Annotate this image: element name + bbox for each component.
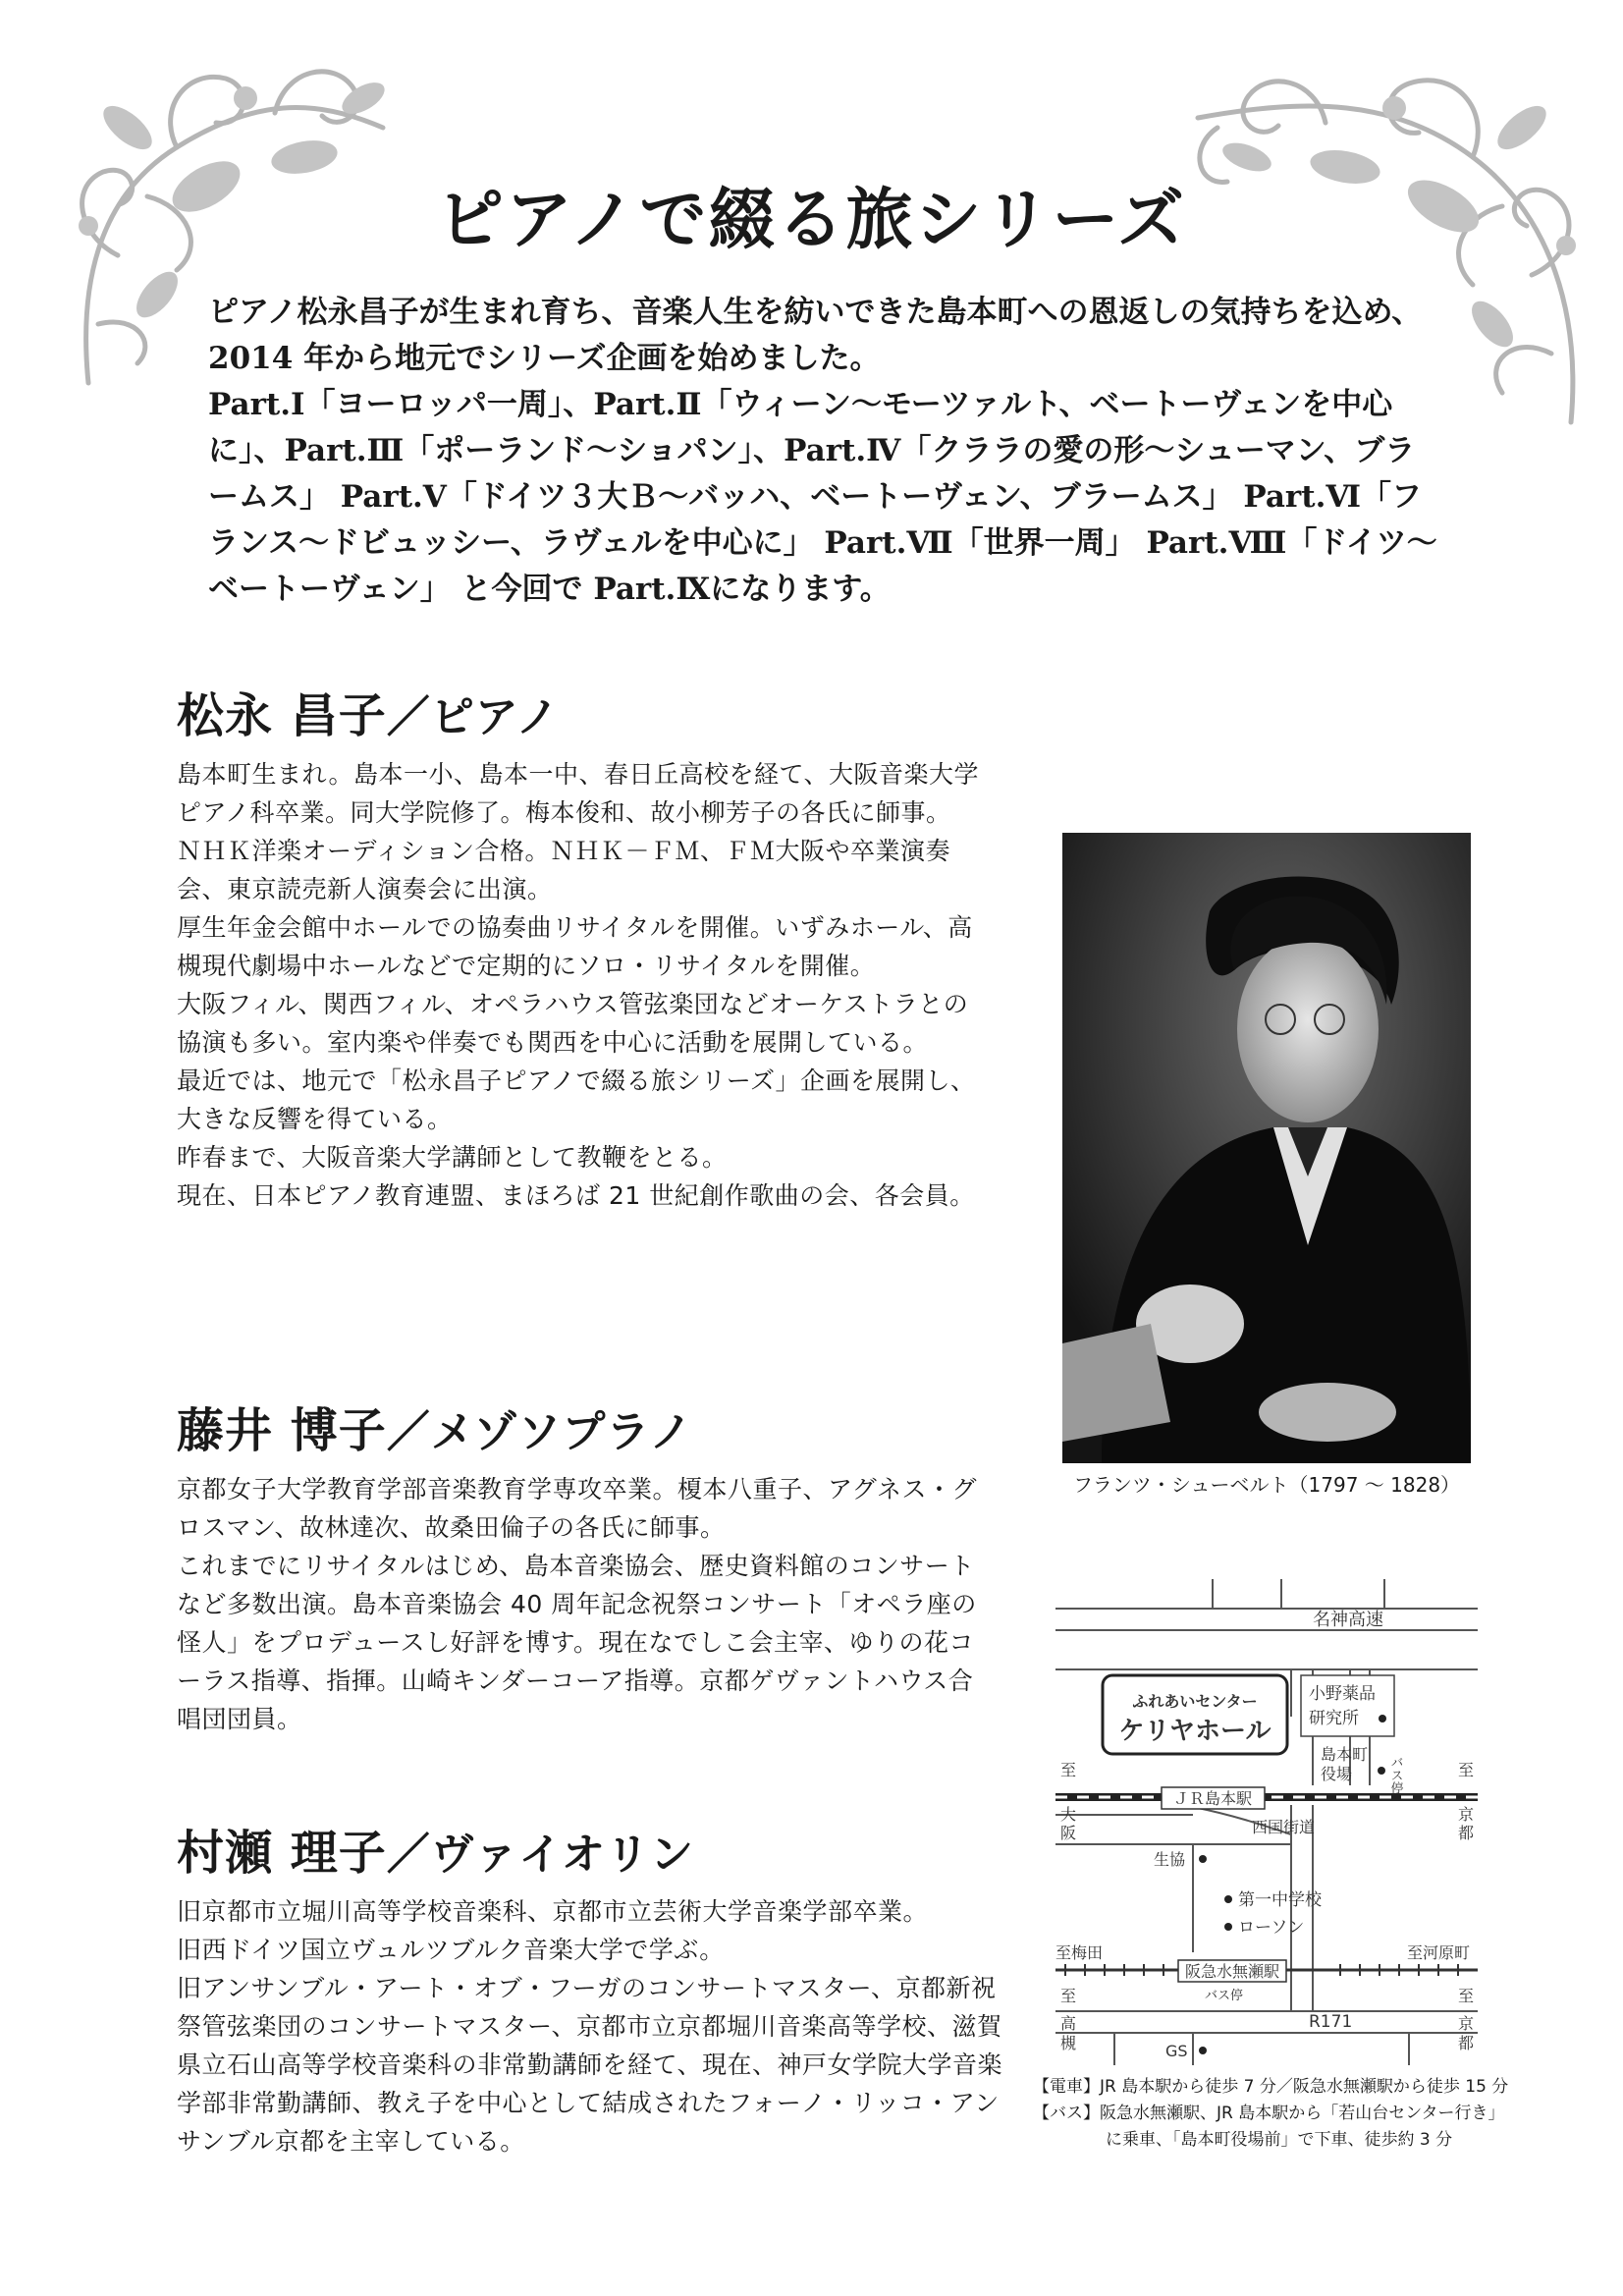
performer-fujii xyxy=(177,1393,992,1738)
map-label-to-osaka-2: 大 xyxy=(1060,1805,1077,1824)
map-label-jr-station: ＪＲ島本駅 xyxy=(1172,1789,1253,1808)
bio-line: 昨春まで、大阪音楽大学講師として教鞭をとる。 xyxy=(177,1143,728,1172)
map-label-to-osaka-3: 阪 xyxy=(1060,1824,1077,1842)
performer-matsunaga xyxy=(177,678,992,1215)
map-label-r171: R171 xyxy=(1309,2012,1353,2032)
bio-line: 京都女子大学教育学部音楽教育学専攻卒業。榎本八重子、アグネス・グロスマン、故林達次、故桑田倫子の各氏に師事。 xyxy=(177,1475,978,1542)
map-label-to-takatsuki-3: 槻 xyxy=(1060,2034,1077,2052)
access-map xyxy=(1055,1579,1478,2065)
map-label-to-kyoto-b-1: 至 xyxy=(1458,1987,1475,2005)
map-label-to-kyoto-2: 京 xyxy=(1458,1805,1475,1824)
map-label-to-takatsuki-2: 高 xyxy=(1060,2014,1077,2033)
access-bus-text: 阪急水無瀬駅、JR 島本駅から「若山台センター行き」 xyxy=(1100,2104,1505,2123)
map-label-saigoku: 西国街道 xyxy=(1252,1818,1316,1836)
intro-paragraph: ピアノ松永昌子が生まれ育ち、音楽人生を紡いできた島本町への恩返しの気持ちを込め、2014 年から地元でシリーズ企画を始めました。 xyxy=(208,295,1423,376)
performer-heading xyxy=(177,1393,992,1460)
map-label-to-umeda: 至梅田 xyxy=(1055,1943,1104,1962)
bio-line: 島本町生まれ。島本一小、島本一中、春日丘高校を経て、大阪音楽大学ピアノ科卒業。同大学院修了。梅本俊和、故小柳芳子の各氏に師事。 xyxy=(177,760,980,827)
map-label-to-kyoto-1: 至 xyxy=(1458,1761,1475,1779)
map-label-to-osaka-1: 至 xyxy=(1060,1761,1077,1779)
map-label-townhall-1: 島本町 xyxy=(1321,1745,1369,1764)
map-label-ono-2: 研究所 xyxy=(1309,1709,1359,1728)
performer-bio xyxy=(177,1470,992,1738)
performer-instrument: ／ピアノ xyxy=(386,692,561,742)
map-label-bus-stop-2: バス停 xyxy=(1205,1989,1244,2003)
performer-heading xyxy=(177,678,992,745)
portrait-caption: フランツ・シューベルト（1797 ～ 1828） xyxy=(1072,1473,1461,1497)
map-label-hall-name: ケリヤホール xyxy=(1118,1717,1271,1746)
access-info xyxy=(1033,2074,1524,2154)
performer-instrument: ／ヴァイオリン xyxy=(386,1830,694,1880)
access-bus xyxy=(1033,2101,1524,2127)
map-label-ono-1: 小野薬品 xyxy=(1309,1684,1376,1704)
map-label-hall-sub: ふれあいセンター xyxy=(1132,1692,1258,1711)
performer-murase xyxy=(177,1815,1011,2160)
map-label-highway: 名神高速 xyxy=(1313,1610,1383,1630)
bio-line: これまでにリサイタルはじめ、島本音楽協会、歴史資料館のコンサートなど多数出演。島本音楽協会 40 周年記念祝祭コンサート「オペラ座の怪人」をプロデュースし好評を博す。現在なでしこ会主宰、ゆりの花コーラス指導、指揮。山崎キンダーコーア指導。京都ゲヴァントハウス合唱団団員。 xyxy=(177,1552,977,1733)
access-bus-continued: に乗車、「島本町役場前」で下車、徒歩約 3 分 xyxy=(1106,2130,1453,2150)
bio-line: 旧西ドイツ国立ヴュルツブルク音楽大学で学ぶ。 xyxy=(177,1936,725,1964)
map-label-to-kyoto-3: 都 xyxy=(1458,1824,1475,1842)
page-title: ピアノで綴る旅シリーズ xyxy=(436,181,1187,259)
performer-bio xyxy=(177,755,992,1215)
access-train xyxy=(1033,2074,1524,2101)
map-label-to-kyoto-b-2: 京 xyxy=(1458,2014,1475,2033)
bio-line: 最近では、地元で「松永昌子ピアノで綴る旅シリーズ」企画を展開し、大きな反響を得ている。 xyxy=(177,1066,976,1133)
access-train-label: 【電車】 xyxy=(1033,2077,1100,2097)
map-label-townhall-2: 役場 xyxy=(1321,1765,1353,1783)
performer-bio xyxy=(177,1892,1011,2160)
map-label-to-takatsuki-1: 至 xyxy=(1060,1987,1077,2005)
bio-line: 旧京都市立堀川高等学校音楽科、京都市立芸術大学音楽学部卒業。 xyxy=(177,1897,929,1926)
performer-name: 松永 昌子 xyxy=(177,688,387,743)
intro-series-list: Part.Ⅰ「ヨーロッパ一周」、Part.Ⅱ「ウィーン～モーツァルト、ベートーヴェンを中心に」、Part.Ⅲ「ポーランド～ショパン」、Part.Ⅳ「クララの愛の形～シューマン、ブラームス」 Part.Ⅴ「ドイツ３大Ｂ～バッハ、ベートーヴェン、ブラームス」 Part.Ⅵ「フランス～ドビュッシー、ラヴェルを中心に」 Part.Ⅶ「世界一周」 Part.Ⅷ「ドイツ～ベートーヴェン」 と今回で Part.Ⅸになります。 xyxy=(208,387,1437,607)
map-label-school: 第一中学校 xyxy=(1238,1890,1322,1910)
bio-line: ＮＨＫ洋楽オーディション合格。ＮＨＫ－ＦＭ、ＦＭ大阪や卒業演奏会、東京読売新人演奏会に出演。 xyxy=(177,837,951,903)
bio-line: 現在、日本ピアノ教育連盟、まほろば 21 世紀創作歌曲の会、各会員。 xyxy=(177,1181,975,1210)
map-label-bus-stop: バス停 xyxy=(1387,1756,1403,1794)
access-bus-label: 【バス】 xyxy=(1033,2104,1100,2123)
bio-line: 大阪フィル、関西フィル、オペラハウス管弦楽団などオーケストラとの協演も多い。室内楽や伴奏でも関西を中心に活動を展開している。 xyxy=(177,990,969,1057)
map-label-to-kawaramachi: 至河原町 xyxy=(1407,1943,1471,1962)
map-label-hankyu: 阪急水無瀬駅 xyxy=(1184,1962,1280,1981)
map-label-gs: GS xyxy=(1165,2042,1188,2060)
performer-name: 村瀬 理子 xyxy=(177,1826,387,1881)
intro-text xyxy=(208,290,1440,613)
map-label-seikyo: 生協 xyxy=(1154,1850,1186,1869)
bio-line: 厚生年金会館中ホールでの協奏曲リサイタルを開催。いずみホール、高槻現代劇場中ホールなどで定期的にソロ・リサイタルを開催。 xyxy=(177,913,973,980)
performer-name: 藤井 博子 xyxy=(177,1403,387,1458)
map-label-to-kyoto-b-3: 都 xyxy=(1458,2034,1475,2052)
portrait-illustration xyxy=(1062,833,1471,1463)
performer-heading xyxy=(177,1815,1011,1883)
performer-instrument: ／メゾソプラノ xyxy=(386,1407,694,1457)
bio-line: 旧アンサンブル・アート・オブ・フーガのコンサートマスター、京都新祝祭管弦楽団のコンサートマスター、京都市立京都堀川音楽高等学校、滋賀県立石山高等学校音楽科の非常勤講師を経て、現在、神戸女学院大学音楽学部非常勤講師、教え子を中心として結成されたフォーノ・リッコ・アンサンブル京都を主宰している。 xyxy=(177,1974,1003,2156)
access-train-text: JR 島本駅から徒歩 7 分／阪急水無瀬駅から徒歩 15 分 xyxy=(1100,2077,1509,2097)
schubert-portrait xyxy=(1062,833,1471,1463)
map-label-lawson: ローソン xyxy=(1238,1918,1305,1938)
